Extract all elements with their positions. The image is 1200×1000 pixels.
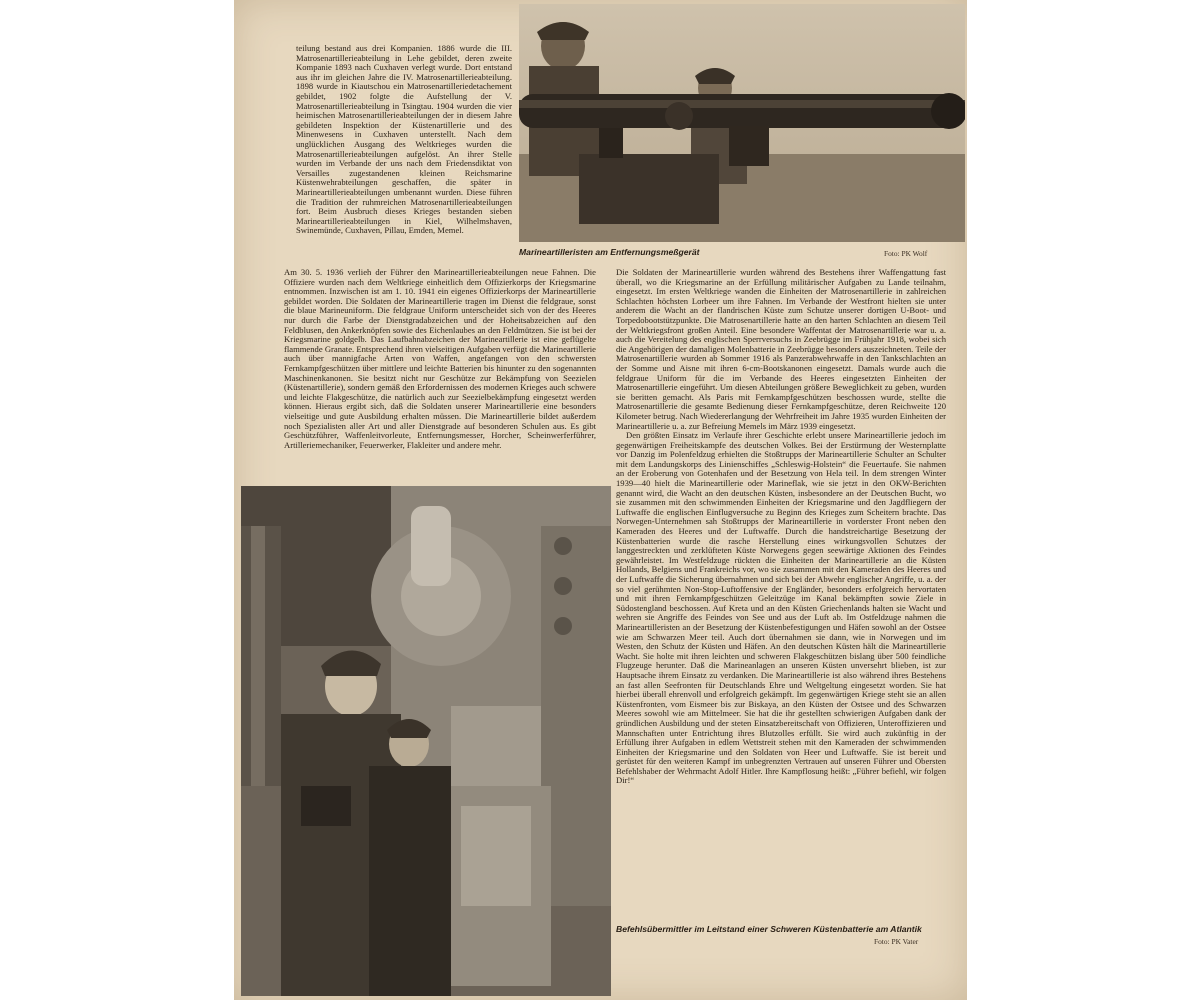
article-column-middle-left (284, 268, 596, 482)
photo-caption-top: Marineartilleristen am Entfernungsmeßgerät (519, 247, 700, 257)
paragraph: Am 30. 5. 1936 verlieh der Führer den Marineartillerieabteilungen neue Fahnen. Die Offiziere wurden nach dem Weltkriege einheitlich dem Offizierkorps der Kriegsmarine entnommen. Inzwischen ist am 1. 10. 1941 ein eigenes Offizierkorps der Marineartillerie gebildet worden. Die Soldaten der Marineartillerie tragen im Dienst die feldgraue, sonst die blaue Marineuniform. Die feldgraue Uniform unterscheidet sich von der des Heeres nur durch die Farbe der Dienstgradabzeichen und der Hoheitsabzeichen auf den Feldblusen, den Ankerknöpfen sowie des Eichenlaubes an den Feldmützen. Sie ist bei der Kriegsmarine goldgelb. Das Laufbahnabzeichen der Marineartillerie ist eine geflügelte flammende Granate. Entsprechend ihren vielseitigen Aufgaben verfügt die Marineartillerie auch über mannigfache Arten von Waffen, angefangen von den schwersten Fernkampfgeschützen über mittlere und leichte Batterien bis hinunter zu den sogenannten Maschinenkanonen. Sie besitzt nicht nur Geschütze zur Bekämpfung von Seezielen (Küstenartillerie), sondern gemäß den Erfordernissen des modernen Krieges auch schwere und leichte Flakgeschütze, die natürlich auch zur Seezielbekämpfung eingesetzt werden können. Hieraus ergibt sich, daß die Soldaten unserer Marineartillerie eine besonders vielseitige und gute Ausbildung erhalten müssen. Die Marineartillerie bildet außerdem noch Spezialisten aller Art und aller Dienstgrade auf besonderen Schulen aus. Es gibt Geschützführer, Waffenleitvorleute, Entfernungsmesser, Horcher, Scheinwerferführer, Artilleriemechaniker, Feuerwerker, Flakleiter und andere mehr. (284, 268, 596, 450)
photo-caption-bottom: Befehlsübermittler im Leitstand einer Schweren Küstenbatterie am Atlantik (616, 924, 922, 934)
photo-command-post (241, 486, 611, 996)
article-column-top-left (296, 44, 512, 302)
article-column-right (616, 268, 946, 916)
photo-credit-top: Foto: PK Wolf (884, 249, 928, 258)
paragraph: Die Soldaten der Marineartillerie wurden während des Bestehens ihrer Waffengattung fast überall, wo die Kriegsmarine an der Erfüllung militärischer Aufgaben zu Lande teilnahm, eingesetzt. Im ersten Weltkriege wanden die Einheiten der Matrosenartillerie in zahlreichen Schlachten höchsten Lorbeer um ihre Fahnen. Im Verbande der Westfront hielten sie unter anderem die Wacht an der flandrischen Küste zum Schutze unserer dortigen U-Boot- und Torpedobootstützpunkte. Die Matrosenartillerie hatte an den harten Schlachten an diesem Teil der Weltkriegsfront großen Anteil. Eine besondere Waffentat der Matrosenartillerie war u. a. auch die Vereitelung des englischen Sperrversuchs in Zeebrügge im Frühjahr 1918, wobei sich die Angehörigen der damaligen Molenbatterie in Zeebrügge besonders auszeichneten. Teile der Matrosenartillerie wurden ab Sommer 1916 als Panzerabwehrwaffe in den Tankschlachten an der Somme und Aisne mit ihren 6-cm-Bootskanonen eingesetzt. Damals wurde auch die feldgraue Uniform für die im Verbande des Heeres eingesetzten Einheiten der Matrosenartillerie eingeführt. Um diesen Abteilungen größere Beweglichkeit zu geben, wurden sie beritten gemacht. Als Paris mit Fernkampfgeschützen beschossen wurde, stellte die Matrosenartillerie die gesamte Bedienung dieser Fernkampfgeschütze, deren Reichweite 120 Kilometer betrug. Nach Wiedererlangung der Wehrfreiheit im Jahre 1935 wurden Einheiten der Marineartillerie u. a. zur Befreiung Memels im März 1939 eingesetzt. (616, 268, 946, 431)
paragraph: teilung bestand aus drei Kompanien. 1886 wurde die III. Matrosenartillerieabteilung in Lehe gebildet, deren zweite Kompanie 1893 nach Cuxhaven verlegt wurde. Dort entstand aus ihr im gleichen Jahre die IV. Matrosenartillerieabteilung. 1898 wurde in Kiautschou ein Matrosenartilleriedetachement gebildet, 1902 folgte die Aufstellung der V. Matrosenartillerieabteilung in Tsingtau. 1904 wurden die vier heimischen Matrosenartillerieabteilungen der in diesem Jahre gebildeten Inspektion der Küstenartillerie und des Minenwesens in Cuxhaven unterstellt. Nach dem unglücklichen Ausgang des Weltkrieges wurden die Matrosenartillerieabteilungen aufgelöst. An ihrer Stelle wurden im Verbande der uns nach dem Friedensdiktat von Versailles zugestandenen kleinen Reichsmarine Küstenwehrabteilungen geschaffen, die später in Marineartillerieabteilungen umbenannt wurden. Diese führen die Tradition der ruhmreichen Matrosenartillerieabteilungen fort. Beim Ausbruch dieses Krieges bestanden sieben Marineartillerieabteilungen in Kiel, Wilhelmshaven, Swinemünde, Cuxhaven, Pillau, Emden, Memel. (296, 44, 512, 236)
photo-rangefinder (519, 4, 965, 242)
paragraph: Den größten Einsatz im Verlaufe ihrer Geschichte erlebt unsere Marineartillerie jedoch im gegenwärtigen Freiheitskampfe des deutschen Volkes. Bei der Erstürmung der Westernplatte vor Danzig im Polenfeldzug erhielten die Stoßtrupps der Marineartillerie Schulter an Schulter mit dem Landungskorps des Linienschiffes „Schleswig-Holstein“ die Feuertaufe. Sie nahmen an der Eroberung von Gotenhafen und der Besetzung von Hela teil. In dem strengen Winter 1939—40 hielt die Marineartillerie oder Marineflak, wie sie jetzt in den OKW-Berichten genannt wird, die Wacht an den deutschen Küsten, insbesondere an der Deutschen Bucht, wo sie zusammen mit den schwimmenden Einheiten der Kriegsmarine und den Jagdfliegern der Luftwaffe die englischen Einflugversuche zu Beginn des Krieges zum Scheitern brachte. Das Norwegen-Unternehmen sah Stoßtrupps der Marineartillerie in vorderster Front neben den Kameraden des Heeres und der Luftwaffe. Durch die handstreichartige Besetzung der Küstenbatterien wurde die rasche Herstellung eines wirkungsvollen Schutzes der langgestreckten und zerklüfteten Küste Norwegens gegen seewärtige Aktionen des Feindes gewährleistet. Im Westfeldzuge rückten die Einheiten der Marineartillerie an die Küsten Hollands, Belgiens und Frankreichs vor, wo sie zusammen mit den Kameraden des Heeres und der Luftwaffe die Sicherung übernahmen und sich bei der Abwehr englischer Angriffe, u. a. der so viel gerühmten Non-Stop-Luftoffensive der Engländer, besonders erfolgreich hervortaten und mit ihren Fernkampfgeschützen Geleitzüge im Kanal bekämpften sowie Ziele in Südostengland beschossen. Auf Kreta und an den Küsten Griechenlands halten sie Wacht und wehren sie Angriffe des Feindes von See und aus der Luft ab. Im Ostfeldzuge nahmen die Marineartilleristen an der Besetzung der Küstenbefestigungen und Häfen sowohl an der Ostsee wie am Schwarzen Meer teil. Auch dort übernahmen sie dann, wie in Norwegen und im Westen, den Schutz der Küsten und Häfen. An den deutschen Küsten hält die Marineartillerie Wacht. Sie holte mit ihren leichten und schweren Flakgeschützen bislang über 500 feindliche Flugzeuge herunter. Daß die Marineanlagen an unseren Küsten unversehrt blieben, ist zur Hauptsache ihrem Einsatz zu verdanken. Die Marineartillerie ist also während ihres Bestehens an fast allen Seefronten für Deutschlands Ehre und Weltgeltung eingesetzt worden. Sie hat hierbei überall ehrenvoll und erfolgreich gekämpft. Im gegenwärtigen Kriege steht sie an allen Küstenfronten, vom Eismeer bis zur Biskaya, an den Küsten der Ostsee und des Schwarzen Meeres sowohl wie am Mittelmeer. Sie hat die ihr gestellten schwierigen Aufgaben dank der gründlichen Ausbildung und der steten Einsatzbereitschaft von Offizieren, Unteroffizieren und Mannschaften unter Entrichtung ihres Blutzolles erfüllt. Sie wird auch zukünftig in der Erfüllung ihrer Aufgaben in edlem Wettstreit stehen mit den Kameraden der schwimmenden Einheiten der Kriegsmarine und den Soldaten von Heer und Luftwaffe. Sie ist bereit und gerüstet für den weiteren Kampf im unbegrenzten Vertrauen auf unseren Führer und Obersten Befehlshaber der Wehrmacht Adolf Hitler. Ihre Kampflosung heißt: „Führer befiehl, wir folgen Dir!“ (616, 430, 946, 786)
photo-credit-bottom: Foto: PK Vater (874, 937, 919, 946)
